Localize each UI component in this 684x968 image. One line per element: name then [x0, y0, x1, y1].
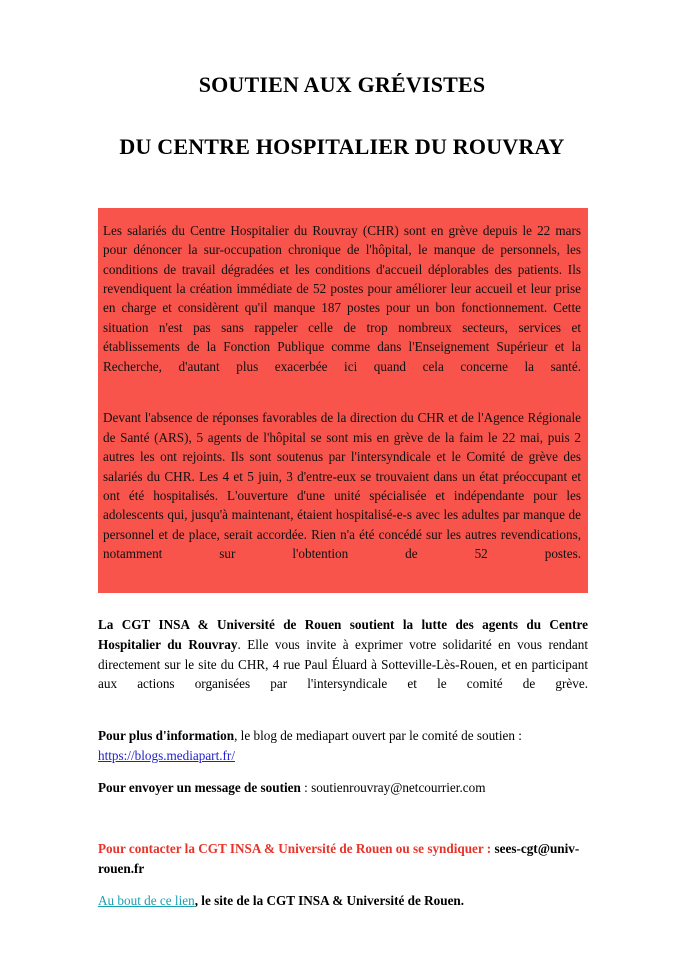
info-paragraph	[98, 726, 588, 766]
final-paragraph-rest: , le site de la CGT INSA & Université de Rouen.	[194, 892, 465, 908]
final-paragraph	[98, 891, 588, 911]
message-paragraph	[98, 778, 588, 798]
title-line-2: DU CENTRE HOSPITALIER DU ROUVRAY	[119, 134, 565, 159]
support-paragraph	[98, 615, 588, 714]
contact-section	[98, 839, 588, 910]
info-paragraph-rest: , le blog de mediapart ouvert par le comité de soutien :	[234, 727, 522, 743]
cgt-site-link[interactable]: Au bout de ce lien	[98, 892, 195, 908]
message-paragraph-rest: : soutienrouvray@netcourrier.com	[300, 779, 486, 795]
mediapart-blog-link[interactable]: https://blogs.mediapart.fr/	[98, 747, 235, 763]
highlight-paragraph-1: Les salariés du Centre Hospitalier du Rouvray (CHR) sont en grève depuis le 22 mars pour dénoncer la sur-occupation chronique de l'hôpital, le manque de personnels, les conditions de travail dégradées et les conditions d'accueil déplorables des patients. Ils revendiquent la création immédiate de 52 postes pour améliorer leur accueil et leur prise en charge et considèrent qu'il manque 187 postes pour un bon fonctionnement. Cette situation n'est pas sans rappeler celle de trop nombreux secteurs, services et établissements de la Fonction Publique comme dans l'Enseignement Supérieur et la Recherche, d'autant plus exacerbée ici quand cela concerne la santé.	[103, 222, 581, 374]
contact-paragraph-lead: Pour contacter la CGT INSA & Université de Rouen ou se syndiquer :	[98, 841, 492, 857]
info-paragraph-lead: Pour plus d'information	[98, 727, 235, 743]
support-paragraph-lead: La CGT INSA & Université de Rouen soutient la lutte des agents du Centre Hospitalier du Rouvray	[98, 617, 588, 652]
support-paragraph-rest: . Elle vous invite à exprimer votre solidarité en vous rendant directement sur le site du CHR, 4 rue Paul Éluard à Sotteville-Lès-Rouen, et en participant aux actions organisées par l'intersyndicale et le comité de grève.	[98, 636, 588, 692]
contact-paragraph	[98, 839, 588, 879]
body-section	[98, 615, 588, 797]
message-paragraph-lead: Pour envoyer un message de soutien	[98, 779, 301, 795]
document-title	[0, 0, 684, 162]
contact-email: sees-cgt@univ-rouen.fr	[98, 841, 580, 877]
title-line-1: SOUTIEN AUX GRÉVISTES	[198, 72, 486, 97]
highlight-box	[98, 208, 588, 593]
highlight-paragraph-2: Devant l'absence de réponses favorables de la direction du CHR et de l'Agence Régionale de Santé (ARS), 5 agents de l'hôpital se sont mis en grève de la faim le 22 mai, puis 2 autres les ont rejoints. Ils sont soutenus par l'intersyndicale et le Comité de grève des salariés du CHR. Les 4 et 5 juin, 3 d'entre-eux se trouvaient dans un état préoccupant et ont été hospitalisés. L'ouverture d'une unité spécialisée et indépendante pour les adolescents qui, jusqu'à maintenant, étaient hospitalisé-e-s avec les adultes par manque de personnel et de place, serait accordée. Rien n'a été concédé sur les autres revendications, notamment sur l'obtention de 52 postes.	[103, 410, 581, 562]
